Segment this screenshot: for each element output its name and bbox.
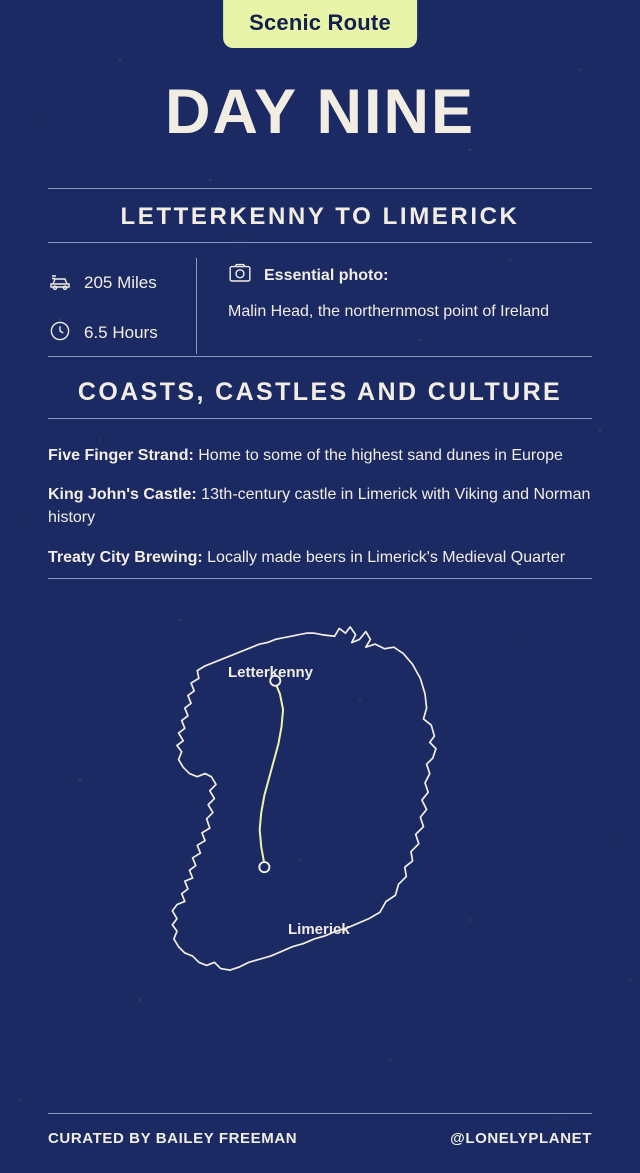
divider-above-map: [48, 578, 592, 579]
clock-icon: [48, 319, 72, 348]
essential-photo-label: Essential photo:: [264, 266, 389, 284]
divider-footer: [48, 1113, 592, 1114]
route-subtitle: LETTERKENNY TO LIMERICK: [120, 203, 520, 230]
scenic-route-badge: Scenic Route: [223, 0, 417, 48]
footer-handle: @LONELYPLANET: [450, 1130, 592, 1147]
highlight-desc: 13th-century castle in Limerick with Viking and Norman history: [48, 486, 591, 527]
city-marker-limerick: [259, 862, 269, 872]
footer-credit: CURATED BY BAILEY FREEMAN: [48, 1130, 298, 1147]
ireland-map: [0, 596, 640, 1076]
list-item: [48, 483, 592, 529]
essential-photo: [228, 262, 592, 321]
trip-stats: [48, 258, 196, 358]
stat-distance-value: 205 Miles: [84, 273, 157, 292]
camera-icon: [228, 262, 252, 289]
highlights-list: [48, 444, 592, 585]
stats-divider: [196, 258, 197, 354]
essential-photo-heading: [228, 262, 592, 289]
list-item: [48, 444, 592, 467]
section-title: COASTS, CASTLES AND CULTURE: [77, 378, 563, 406]
highlight-name: Five Finger Strand:: [48, 447, 194, 464]
map-svg: [0, 596, 640, 1076]
city-label-letterkenny: Letterkenny: [228, 664, 314, 681]
route-line: [260, 681, 283, 864]
highlight-desc: Locally made beers in Limerick's Medieval Quarter: [207, 548, 566, 566]
essential-photo-text: Malin Head, the northernmost point of Ireland: [228, 303, 550, 320]
stat-duration: [48, 308, 196, 358]
stat-duration-value: 6.5 Hours: [84, 323, 158, 342]
city-label-limerick: Limerick: [288, 921, 350, 938]
highlight-name: Treaty City Brewing:: [48, 548, 203, 566]
stat-distance: [48, 258, 196, 308]
list-item: [48, 546, 592, 569]
highlight-name: King John's Castle:: [48, 486, 197, 504]
highlight-desc: Home to some of the highest sand dunes in Europe: [198, 447, 563, 464]
divider-top: [48, 188, 592, 189]
car-icon: [48, 271, 72, 296]
page-title: DAY NINE: [164, 77, 476, 147]
divider-above-section: [48, 356, 592, 357]
divider-under-subtitle: [48, 242, 592, 243]
divider-below-section: [48, 418, 592, 419]
